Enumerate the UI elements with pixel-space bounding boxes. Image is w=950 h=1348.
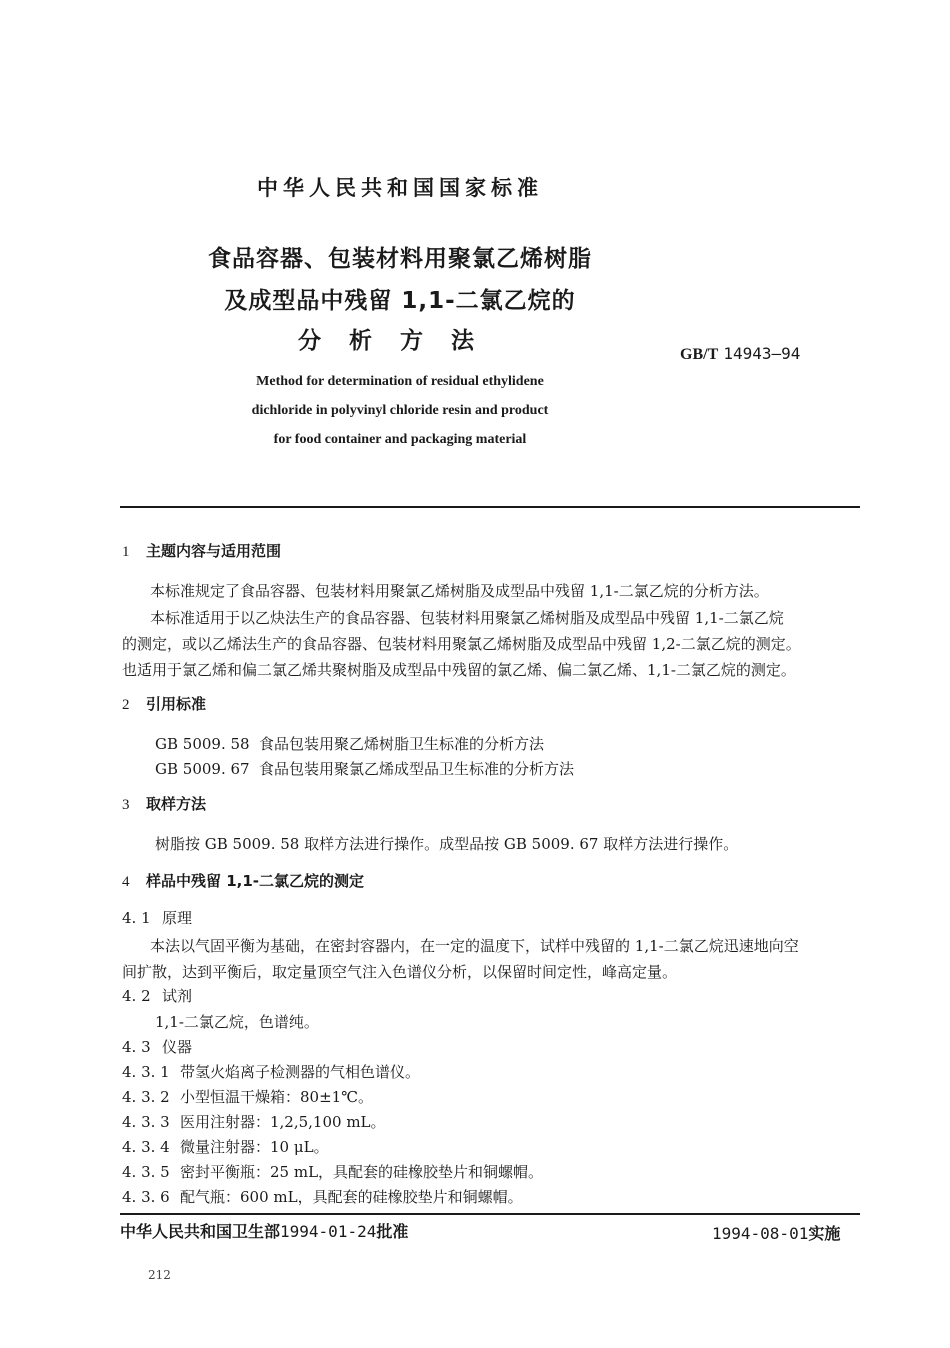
national-standard-heading: 中华人民共和国国家标准 — [257, 176, 543, 200]
implementation-line — [712, 1221, 840, 1244]
english-title-line-3: for food container and packaging material — [273, 432, 527, 447]
document-title-line-1: 食品容器、包装材料用聚氯乙烯树脂 — [208, 246, 592, 272]
header-divider — [120, 506, 860, 508]
standard-number — [680, 344, 800, 364]
reference-title: 食品包装用聚氯乙烯成型品卫生标准的分析方法 — [259, 760, 575, 778]
clause-number: 4. 3. 2 — [122, 1088, 170, 1106]
section-1-paragraph-1: 本标准规定了食品容器、包装材料用聚氯乙烯树脂及成型品中残留 1,1-二氯乙烷的分析方法。 — [150, 582, 769, 600]
section-4-heading — [122, 870, 364, 891]
clause-number: 4. 1 — [122, 909, 151, 927]
section-1-heading — [122, 540, 281, 561]
section-1-paragraph-2-line-2: 的测定，或以乙烯法生产的食品容器、包装材料用聚氯乙烯树脂及成型品中残留 1,2-二氯乙烷的测定。 — [122, 635, 801, 653]
section-2-title: 引用标准 — [146, 695, 207, 713]
document-title-line-3: 分析方法 — [298, 328, 502, 354]
clause-4-3-6 — [122, 1184, 523, 1210]
clause-4-2-reagent: 1,1-二氯乙烷，色谱纯。 — [155, 1013, 319, 1031]
clause-4-3-4 — [122, 1134, 329, 1160]
section-4-title: 样品中残留 1,1-二氯乙烷的测定 — [146, 872, 365, 890]
section-3-number: 3 — [122, 797, 130, 813]
clause-text: 微量注射器：10 μL。 — [180, 1138, 329, 1156]
clause-4-1 — [122, 905, 192, 931]
clause-number: 4. 3 — [122, 1038, 151, 1056]
clause-text: 医用注射器：1,2,5,100 mL。 — [180, 1113, 386, 1131]
approval-organization: 中华人民共和国卫生部 — [120, 1222, 281, 1241]
implementation-label: 实施 — [808, 1224, 841, 1243]
standard-code: 14943—94 — [723, 344, 801, 363]
implementation-date: 1994-08-01 — [712, 1224, 809, 1243]
clause-4-1-paragraph-line-2: 间扩散，达到平衡后，取定量顶空气注入色谱仪分析，以保留时间定性，峰高定量。 — [122, 963, 678, 981]
clause-text: 配气瓶：600 mL，具配套的硅橡胶垫片和铜螺帽。 — [180, 1188, 523, 1206]
page-number: 212 — [148, 1268, 171, 1282]
approval-date: 1994-01-24 — [280, 1222, 377, 1241]
clause-4-3-3 — [122, 1109, 386, 1135]
clause-text: 带氢火焰离子检测器的气相色谱仪。 — [180, 1063, 421, 1081]
section-3-title: 取样方法 — [146, 795, 207, 813]
clause-number: 4. 3. 3 — [122, 1113, 170, 1131]
approval-label: 批准 — [376, 1222, 409, 1241]
clause-number: 4. 3. 4 — [122, 1138, 170, 1156]
document-title-line-2: 及成型品中残留 1,1-二氯乙烷的 — [224, 288, 576, 314]
section-1-paragraph-2-line-3: 也适用于氯乙烯和偏二氯乙烯共聚树脂及成型品中残留的氯乙烯、偏二氯乙烯、1,1-二氯乙烷的测定。 — [122, 661, 796, 679]
clause-4-3 — [122, 1034, 192, 1060]
clause-number: 4. 3. 5 — [122, 1163, 170, 1181]
clause-number: 4. 3. 6 — [122, 1188, 170, 1206]
clause-4-3-2 — [122, 1084, 373, 1110]
reference-code: GB 5009. 58 — [155, 735, 250, 753]
clause-text: 小型恒温干燥箱：80±1℃。 — [180, 1088, 373, 1106]
section-2-number: 2 — [122, 697, 130, 713]
clause-number: 4. 3. 1 — [122, 1063, 170, 1081]
reference-item — [155, 756, 574, 782]
clause-text: 密封平衡瓶：25 mL，具配套的硅橡胶垫片和铜螺帽。 — [180, 1163, 544, 1181]
reference-code: GB 5009. 67 — [155, 760, 250, 778]
footer-divider — [120, 1213, 860, 1215]
section-1-paragraph-2-line-1: 本标准适用于以乙炔法生产的食品容器、包装材料用聚氯乙烯树脂及成型品中残留 1,1-二氯乙烷 — [150, 609, 784, 627]
standard-prefix: GB/T — [680, 346, 719, 363]
section-2-heading — [122, 693, 206, 714]
clause-text: 试剂 — [162, 987, 193, 1005]
approval-line — [120, 1219, 408, 1242]
clause-text: 仪器 — [162, 1038, 193, 1056]
section-3-paragraph: 树脂按 GB 5009. 58 取样方法进行操作。成型品按 GB 5009. 67 取样方法进行操作。 — [155, 835, 739, 853]
english-title-line-1: Method for determination of residual ethylidene — [256, 374, 544, 389]
section-1-title: 主题内容与适用范围 — [146, 542, 282, 560]
section-1-number: 1 — [122, 544, 130, 560]
clause-number: 4. 2 — [122, 987, 151, 1005]
clause-text: 原理 — [162, 909, 193, 927]
section-4-number: 4 — [122, 874, 130, 890]
reference-title: 食品包装用聚乙烯树脂卫生标准的分析方法 — [259, 735, 545, 753]
clause-4-2 — [122, 983, 192, 1009]
clause-4-1-paragraph-line-1: 本法以气固平衡为基础，在密封容器内，在一定的温度下，试样中残留的 1,1-二氯乙烷迅速地向空 — [150, 937, 799, 955]
reference-item — [155, 731, 544, 757]
clause-4-3-5 — [122, 1159, 543, 1185]
section-3-heading — [122, 793, 206, 814]
english-title-line-2: dichloride in polyvinyl chloride resin and product — [251, 403, 549, 418]
clause-4-3-1 — [122, 1059, 420, 1085]
